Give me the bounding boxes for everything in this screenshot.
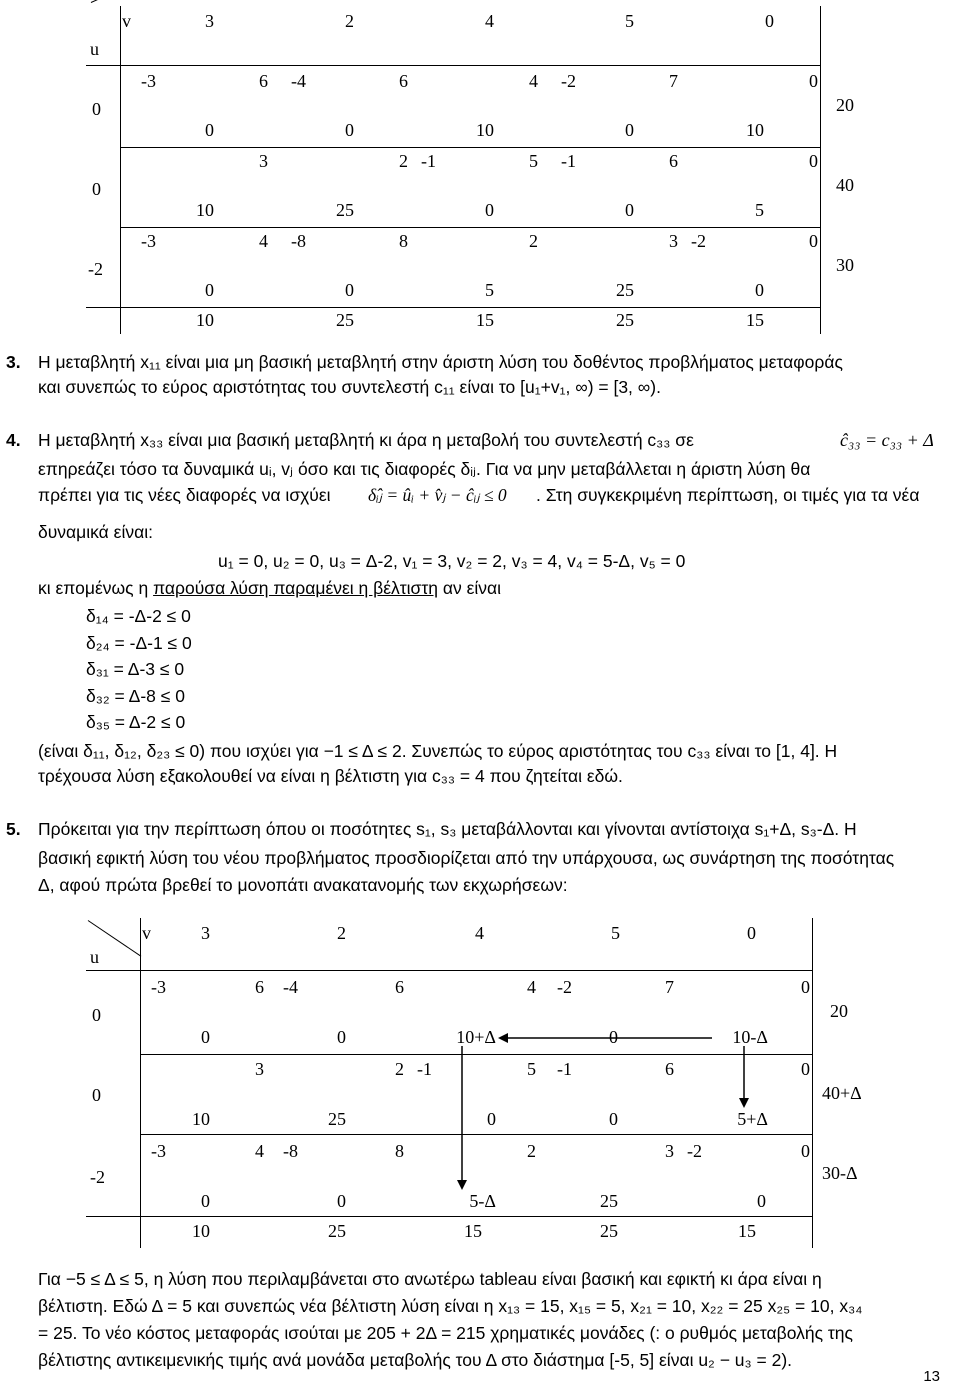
cost-value: -3 <box>151 1141 166 1161</box>
paragraph-line: δυναμικά είναι: <box>38 522 153 542</box>
cost-value: -1 <box>421 151 436 171</box>
supply-value: 40+Δ <box>822 1083 862 1103</box>
allocation-value: 10 <box>196 200 214 220</box>
v-value: 5 <box>611 923 620 943</box>
section-number: 5. <box>6 819 21 839</box>
cost-value: -1 <box>561 151 576 171</box>
allocation-value: 5-Δ <box>469 1191 496 1211</box>
cost-value: 4 <box>259 231 268 251</box>
cost-value: -1 <box>557 1059 572 1079</box>
cost-value: 2 <box>529 231 538 251</box>
allocation-value: 10 <box>746 120 764 140</box>
cost-value: 0 <box>801 1059 810 1079</box>
v-value: 3 <box>205 11 214 31</box>
delta-condition: δ₂₄ = -Δ-1 ≤ 0 <box>86 633 192 653</box>
u-value: 0 <box>92 179 101 199</box>
formula: ĉ₃₃ = c₃₃ + Δ <box>840 430 934 450</box>
potentials-line: u₁ = 0, u₂ = 0, u₃ = Δ-2, v₁ = 3, v₂ = 2, v₃ = 4, v₄ = 5-Δ, v₅ = 0 <box>218 551 686 571</box>
cost-value: 8 <box>395 1141 404 1161</box>
cost-value: -4 <box>283 977 298 997</box>
paragraph-line: Η μεταβλητή x₁₁ είναι μια μη βασική μεταβλητή στην άριστη λύση του δοθέντος προβλήματος μεταφοράς <box>38 352 843 372</box>
cost-value: 3 <box>255 1059 264 1079</box>
u-value: 0 <box>92 99 101 119</box>
demand-value: 25 <box>616 310 634 330</box>
supply-value: 20 <box>830 1001 848 1021</box>
demand-value: 15 <box>738 1221 756 1241</box>
demand-value: 25 <box>336 310 354 330</box>
delta-condition: δ₃₅ = Δ-2 ≤ 0 <box>86 712 186 732</box>
u-value: 0 <box>92 1005 101 1025</box>
paragraph-line: βέλτιστη. Εδώ Δ = 5 και συνεπώς νέα βέλτιστη λύση είναι η x₁₃ = 15, x₁₅ = 5, x₂₁ = 10, x₂₂ = 25 x₂₅ = 10, x₃₄ <box>38 1296 863 1316</box>
allocation-value: 0 <box>201 1027 210 1047</box>
allocation-value: 0 <box>755 280 764 300</box>
demand-value: 15 <box>464 1221 482 1241</box>
cost-value: 7 <box>665 977 674 997</box>
allocation-value: 0 <box>487 1109 496 1129</box>
paragraph-line: και συνεπώς το εύρος αριστότητας του συντελεστή c₁₁ είναι το [u₁+v₁, ∞) = [3, ∞). <box>38 377 661 397</box>
cost-value: -2 <box>561 71 576 91</box>
cost-value: 5 <box>529 151 538 171</box>
cost-value: 0 <box>809 151 818 171</box>
demand-value: 15 <box>476 310 494 330</box>
cost-value: -2 <box>557 977 572 997</box>
cost-value: -1 <box>417 1059 432 1079</box>
u-label: u <box>90 39 99 59</box>
allocation-value: 10 <box>192 1109 210 1129</box>
cost-value: 2 <box>395 1059 404 1079</box>
paragraph-line: Η μεταβλητή x₃₃ είναι μια βασική μεταβλητή κι άρα η μεταβολή του συντελεστή c₃₃ σε <box>38 430 694 450</box>
paragraph-line: Πρόκειται για την περίπτωση όπου οι ποσότητες s₁, s₃ μεταβάλλονται και γίνονται αντίστοιχα s₁+Δ, s₃-Δ. Η <box>38 819 857 839</box>
allocation-value: 0 <box>345 280 354 300</box>
v-label: v <box>122 11 131 31</box>
demand-value: 10 <box>192 1221 210 1241</box>
cost-value: 6 <box>665 1059 674 1079</box>
allocation-value: 0 <box>201 1191 210 1211</box>
underlined-text: παρούσα λύση παραμένει η βέλτιστη <box>153 578 439 598</box>
paragraph-line: Για −5 ≤ Δ ≤ 5, η λύση που περιλαμβάνεται στο ανωτέρω tableau είναι βασική και εφικτή κι άρα είναι η <box>38 1269 822 1289</box>
cost-value: 3 <box>665 1141 674 1161</box>
cost-value: 3 <box>259 151 268 171</box>
allocation-value: 0 <box>609 1109 618 1129</box>
cost-value: 6 <box>395 977 404 997</box>
demand-value: 25 <box>600 1221 618 1241</box>
u-value: 0 <box>92 1085 101 1105</box>
allocation-value: 0 <box>609 1027 618 1047</box>
supply-value: 40 <box>836 175 854 195</box>
cost-value: -3 <box>141 231 156 251</box>
cost-value: 2 <box>527 1141 536 1161</box>
v-value: 4 <box>475 923 484 943</box>
paragraph-line: = 25. Το νέο κόστος μεταφοράς ισούται με 205 + 2Δ = 215 χρηματικές μονάδες (: ο ρυθμός μεταβολής της <box>38 1323 853 1343</box>
cost-value: 4 <box>529 71 538 91</box>
cost-value: 0 <box>809 231 818 251</box>
cost-value: -8 <box>291 231 306 251</box>
paragraph-line: επηρεάζει τόσο τα δυναμικά uᵢ, vⱼ όσο και τις διαφορές δᵢⱼ. Για να μην μεταβάλλεται η άριστη λύση θα <box>38 459 811 479</box>
allocation-value: 25 <box>600 1191 618 1211</box>
allocation-value: 5+Δ <box>737 1109 768 1129</box>
allocation-value: 0 <box>757 1191 766 1211</box>
cost-value: 0 <box>801 977 810 997</box>
paragraph-line: . Στη συγκεκριμένη περίπτωση, οι τιμές για τα νέα <box>536 485 920 505</box>
allocation-value: 0 <box>205 280 214 300</box>
paragraph-line: τρέχουσα λύση εξακολουθεί να είναι η βέλτιστη για c₃₃ = 4 που ζητείται εδώ. <box>38 766 623 786</box>
supply-value: 20 <box>836 95 854 115</box>
v-value: 3 <box>201 923 210 943</box>
allocation-value: 0 <box>205 120 214 140</box>
allocation-value: 25 <box>328 1109 346 1129</box>
delta-condition: δ₃₂ = Δ-8 ≤ 0 <box>86 686 185 706</box>
formula: δ̂ᵢⱼ = ûᵢ + v̂ⱼ − ĉᵢⱼ ≤ 0 <box>368 485 507 505</box>
u-value: -2 <box>88 259 103 279</box>
cost-value: 0 <box>801 1141 810 1161</box>
cost-value: 6 <box>399 71 408 91</box>
allocation-value: 25 <box>336 200 354 220</box>
paragraph-line: βασική εφικτή λύση του νέου προβλήματος προσδιορίζεται από την υπάρχουσα, ως συνάρτηση της ποσότητας <box>38 848 895 868</box>
supply-value: 30 <box>836 255 854 275</box>
section-number: 4. <box>6 430 21 450</box>
allocation-value: 5 <box>755 200 764 220</box>
cost-value: -4 <box>291 71 306 91</box>
allocation-value: 0 <box>345 120 354 140</box>
supply-value: 30-Δ <box>822 1163 858 1183</box>
cost-value: -2 <box>691 231 706 251</box>
u-label: u <box>90 947 99 967</box>
allocation-value: 10 <box>476 120 494 140</box>
page-number: 13 <box>923 1368 940 1385</box>
v-value: 4 <box>485 11 494 31</box>
allocation-value: 10+Δ <box>456 1027 496 1047</box>
paragraph-line: (είναι δ₁₁, δ₁₂, δ₂₃ ≤ 0) που ισχύει για −1 ≤ Δ ≤ 2. Συνεπώς το εύρος αριστότητας του c₃₃ είναι το [1, 4]. Η <box>38 741 838 761</box>
paragraph-line: Δ, αφού πρώτα βρεθεί το μονοπάτι ανακατανομής των εκχωρήσεων: <box>38 875 568 895</box>
demand-value: 25 <box>328 1221 346 1241</box>
cost-value: 7 <box>669 71 678 91</box>
cost-value: 6 <box>669 151 678 171</box>
paragraph-line: βέλτιστης αντικειμενικής τιμής ανά μονάδα μεταβολής του Δ στο διάστημα [-5, 5] είναι u₂ − u₃ = 2). <box>38 1350 793 1370</box>
demand-value: 15 <box>746 310 764 330</box>
v-value: 0 <box>747 923 756 943</box>
v-value: 0 <box>765 11 774 31</box>
v-value: 2 <box>337 923 346 943</box>
cost-value: 3 <box>669 231 678 251</box>
allocation-value: 0 <box>337 1191 346 1211</box>
allocation-value: 0 <box>625 120 634 140</box>
cost-value: 2 <box>399 151 408 171</box>
delta-condition: δ₃₁ = Δ-3 ≤ 0 <box>86 659 185 679</box>
paragraph-text: κι επομένως η <box>38 578 154 598</box>
allocation-value: 0 <box>485 200 494 220</box>
cost-value: 4 <box>255 1141 264 1161</box>
allocation-value: 0 <box>337 1027 346 1047</box>
allocation-value: 5 <box>485 280 494 300</box>
cost-value: -2 <box>687 1141 702 1161</box>
allocation-value: 25 <box>616 280 634 300</box>
allocation-value: 10-Δ <box>732 1027 768 1047</box>
cost-value: -3 <box>151 977 166 997</box>
demand-value: 10 <box>196 310 214 330</box>
cost-value: 6 <box>255 977 264 997</box>
cost-value: 6 <box>259 71 268 91</box>
cost-value: 0 <box>809 71 818 91</box>
cost-value: -8 <box>283 1141 298 1161</box>
v-value: 5 <box>625 11 634 31</box>
u-value: -2 <box>90 1167 105 1187</box>
paragraph-line: πρέπει για τις νέες διαφορές να ισχύει <box>38 485 331 505</box>
cost-value: -3 <box>141 71 156 91</box>
paragraph-text: αν είναι <box>438 578 502 598</box>
delta-condition: δ₁₄ = -Δ-2 ≤ 0 <box>86 606 191 626</box>
v-label: v <box>142 923 151 943</box>
section-number: 3. <box>6 352 21 372</box>
cost-value: 8 <box>399 231 408 251</box>
cost-value: 4 <box>527 977 536 997</box>
v-value: 2 <box>345 11 354 31</box>
cost-value: 5 <box>527 1059 536 1079</box>
allocation-value: 0 <box>625 200 634 220</box>
